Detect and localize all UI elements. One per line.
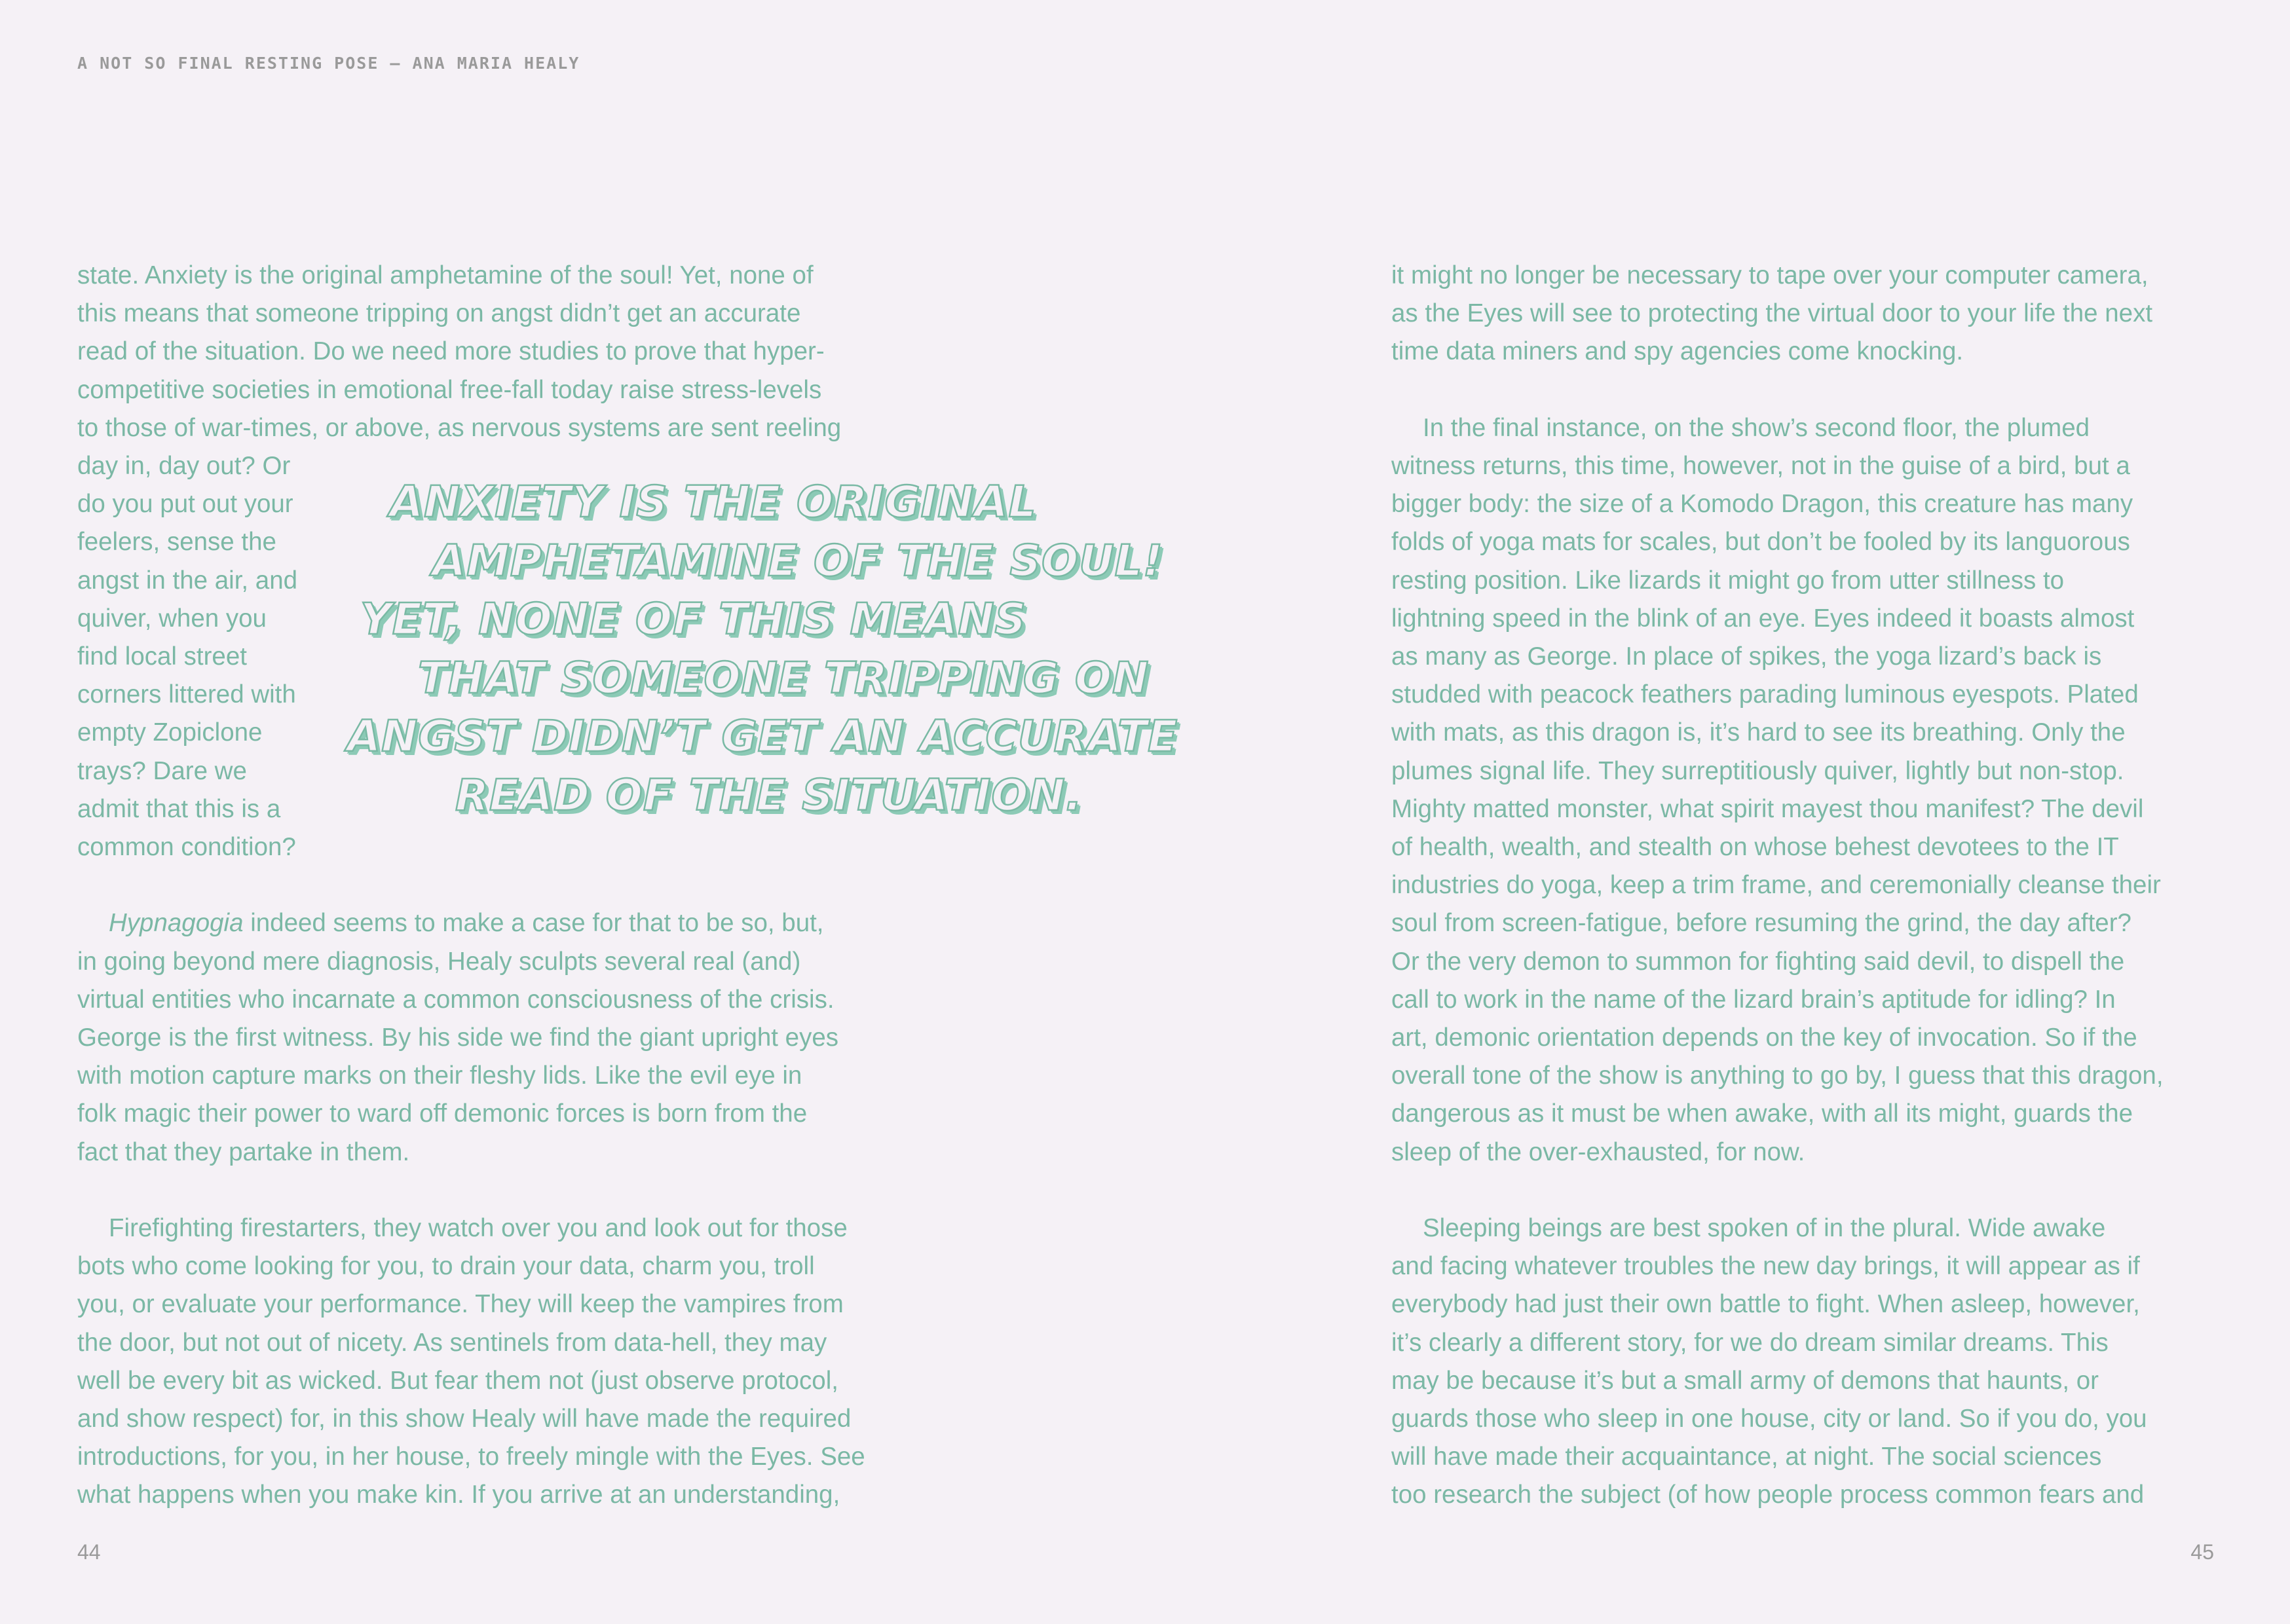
text-line: Or the very demon to summon for fighting said devil, to dispell the [1391, 947, 2125, 976]
text-line: empty Zopiclone [77, 718, 263, 747]
text-line: fact that they partake in them. [77, 1137, 410, 1166]
text-line: read of the situation. Do we need more studies to prove that hyper- [77, 337, 825, 366]
text-line: In the final instance, on the show’s second floor, the plumed [1423, 413, 2090, 442]
text-line: and facing whatever troubles the new day brings, it will appear as if [1391, 1252, 2140, 1281]
text-line: lightning speed in the blink of an eye. Eyes indeed it boasts almost [1391, 604, 2135, 633]
text-line: call to work in the name of the lizard brain’s aptitude for idling? In [1391, 985, 2116, 1014]
text-line: as the Eyes will see to protecting the virtual door to your life the next [1391, 299, 2153, 328]
text-line: time data miners and spy agencies come knocking. [1391, 337, 1964, 366]
paragraph-gap [1391, 1172, 2223, 1209]
text-line: George is the first witness. By his side we find the giant upright eyes [77, 1024, 838, 1052]
text-line: you, or evaluate your performance. They will keep the vampires from [77, 1290, 844, 1319]
text-line: admit that this is a [77, 794, 281, 823]
text-line: state. Anxiety is the original amphetamine of the soul! Yet, none of [77, 261, 814, 289]
paragraph-gap [77, 1172, 896, 1209]
text-run: indeed seems to make a case for that to be so, but, [243, 909, 824, 938]
text-line: to those of war-times, or above, as nervous systems are sent reeling [77, 413, 842, 442]
text-line: trays? Dare we [77, 756, 247, 785]
text-line: angst in the air, and [77, 566, 298, 595]
text-line: it might no longer be necessary to tape over your computer camera, [1391, 261, 2149, 289]
left-page-column [77, 257, 896, 1515]
text-line: folds of yoga mats for scales, but don’t be fooled by its languorous [1391, 528, 2130, 557]
text-line: bigger body: the size of a Komodo Dragon, this creature has many [1391, 490, 2133, 519]
text-line: it’s clearly a different story, for we do dream similar dreams. This [1391, 1328, 2109, 1357]
page-number-left: 44 [77, 1540, 101, 1564]
text-line: introductions, for you, in her house, to freely mingle with the Eyes. See [77, 1443, 865, 1471]
text-line [77, 904, 896, 942]
text-line: will have made their acquaintance, at night. The social sciences [1391, 1443, 2102, 1471]
text-line: plumes signal life. They surreptitiously quiver, lightly but non-stop. [1391, 756, 2124, 785]
text-line: witness returns, this time, however, not in the guise of a bird, but a [1391, 452, 2130, 480]
paragraph-gap [77, 866, 896, 904]
text-line: too research the subject (of how people process common fears and [1391, 1481, 2145, 1509]
pull-quote-line: YET, NONE OF THIS MEANS [360, 594, 1027, 644]
text-line: resting position. Like lizards it might go from utter stillness to [1391, 566, 2065, 595]
text-line: this means that someone tripping on angst didn’t get an accurate [77, 299, 801, 328]
pull-quote-line: AMPHETAMINE OF THE SOUL! [432, 535, 1163, 586]
text-line: with motion capture marks on their fleshy lids. Like the evil eye in [77, 1061, 802, 1090]
text-line: everybody had just their own battle to fight. When asleep, however, [1391, 1290, 2140, 1319]
text-line: feelers, sense the [77, 528, 276, 557]
text-line: guards those who sleep in one house, city or land. So if you do, you [1391, 1405, 2147, 1433]
text-line: with mats, as this dragon is, it’s hard to see its breathing. Only the [1391, 718, 2126, 747]
text-line: may be because it’s but a small army of demons that haunts, or [1391, 1366, 2099, 1395]
text-line: bots who come looking for you, to drain your data, charm you, troll [77, 1252, 815, 1281]
text-line: find local street [77, 642, 247, 671]
pull-quote [328, 473, 1178, 824]
text-line: Mighty matted monster, what spirit mayest thou manifest? The devil [1391, 794, 2144, 823]
text-line: industries do yoga, keep a trim frame, and ceremonially cleanse their [1391, 871, 2161, 900]
text-line: virtual entities who incarnate a common consciousness of the crisis. [77, 985, 835, 1014]
text-line: quiver, when you [77, 604, 267, 633]
text-line: do you put out your [77, 490, 293, 519]
pull-quote-line: ANXIETY IS THE ORIGINAL [390, 477, 1037, 527]
work-title: Hypnagogia [109, 909, 244, 938]
text-line: overall tone of the show is anything to go by, I guess that this dragon, [1391, 1061, 2164, 1090]
text-line: studded with peacock feathers parading luminous eyespots. Plated [1391, 680, 2139, 709]
text-line: well be every bit as wicked. But fear them not (just observe protocol, [77, 1366, 838, 1395]
pull-quote-line: THAT SOMEONE TRIPPING ON [418, 652, 1150, 703]
pull-quote-line: ANGST DIDN’T GET AN ACCURATE [347, 711, 1178, 762]
text-line: art, demonic orientation depends on the key of invocation. So if the [1391, 1024, 2137, 1052]
text-line: corners littered with [77, 680, 296, 709]
text-line: sleep of the over-exhausted, for now. [1391, 1137, 1805, 1166]
text-line: competitive societies in emotional free-fall today raise stress-levels [77, 375, 822, 404]
pull-quote-line: READ OF THE SITUATION. [455, 769, 1083, 821]
text-line: what happens when you make kin. If you arrive at an understanding, [77, 1481, 840, 1509]
text-line: as many as George. In place of spikes, the yoga lizard’s back is [1391, 642, 2102, 671]
page-number-right: 45 [2190, 1540, 2214, 1564]
paragraph-gap [1391, 371, 2223, 409]
text-line: dangerous as it must be when awake, with all its might, guards the [1391, 1099, 2133, 1128]
text-line: soul from screen-fatigue, before resuming the grind, the day after? [1391, 909, 2131, 938]
text-line: common condition? [77, 833, 296, 862]
text-line: day in, day out? Or [77, 452, 291, 481]
text-line: Firefighting firestarters, they watch over you and look out for those [109, 1214, 848, 1243]
right-page-column [1391, 257, 2223, 1515]
text-line: of health, wealth, and stealth on whose behest devotees to the IT [1391, 833, 2119, 862]
running-head: A NOT SO FINAL RESTING POSE – ANA MARIA HEALY [77, 54, 580, 73]
text-line: in going beyond mere diagnosis, Healy sculpts several real (and) [77, 947, 801, 976]
text-line: and show respect) for, in this show Healy will have made the required [77, 1405, 852, 1433]
text-line: folk magic their power to ward off demonic forces is born from the [77, 1099, 808, 1128]
text-line: the door, but not out of nicety. As sentinels from data-hell, they may [77, 1328, 827, 1357]
text-line: Sleeping beings are best spoken of in the plural. Wide awake [1423, 1214, 2106, 1243]
